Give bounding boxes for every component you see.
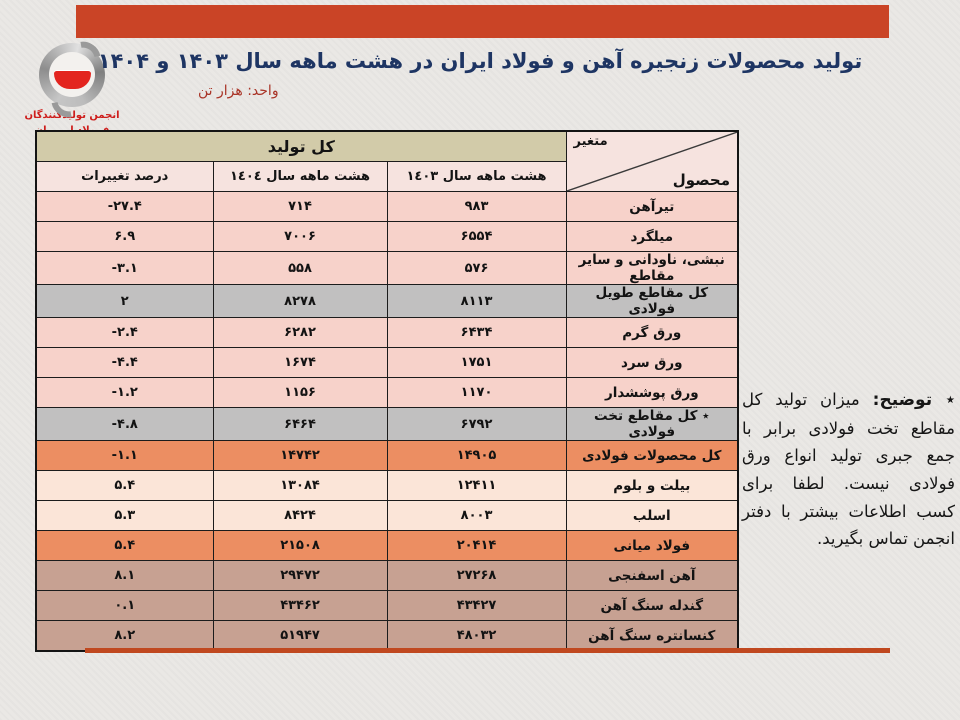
production-table (35, 130, 739, 652)
value-1404-cell: ۸۲۷۸ (213, 285, 387, 318)
value-1404-cell: ۶۲۸۲ (213, 318, 387, 348)
pct-change-cell: ۸.۱ (36, 561, 213, 591)
product-cell: تیرآهن (566, 192, 738, 222)
pct-change-cell: -۲.۴ (36, 318, 213, 348)
table-row (36, 318, 738, 348)
product-cell: کنسانتره سنگ آهن (566, 621, 738, 652)
table-header-row-1 (36, 131, 738, 162)
table-row (36, 192, 738, 222)
pct-change-cell: ۸.۲ (36, 621, 213, 652)
table-row (36, 441, 738, 471)
value-1403-cell: ۸۰۰۳ (387, 501, 566, 531)
product-cell: ورق پوششدار (566, 378, 738, 408)
product-cell: بیلت و بلوم (566, 471, 738, 501)
top-red-bar (76, 5, 889, 38)
corner-cell (566, 131, 738, 192)
logo-caption-line1: انجمن تولیدکنندگان (24, 110, 120, 121)
table-row (36, 501, 738, 531)
product-cell: کل محصولات فولادی (566, 441, 738, 471)
value-1403-cell: ۶۴۳۴ (387, 318, 566, 348)
value-1404-cell: ۸۴۲۴ (213, 501, 387, 531)
value-1404-cell: ۱۱۵۶ (213, 378, 387, 408)
value-1404-cell: ۴۳۴۶۲ (213, 591, 387, 621)
col-header-pct-change: درصد تغییرات (36, 162, 213, 192)
pct-change-cell: ۰.۱ (36, 591, 213, 621)
footnote-star: ٭ (945, 390, 956, 410)
value-1404-cell: ۱۶۷۴ (213, 348, 387, 378)
corner-product-label: محصول (672, 171, 731, 189)
table-row (36, 222, 738, 252)
value-1403-cell: ۱۴۹۰۵ (387, 441, 566, 471)
value-1403-cell: ۶۷۹۲ (387, 408, 566, 441)
pct-change-cell: ۵.۴ (36, 471, 213, 501)
product-cell: آهن اسفنجی (566, 561, 738, 591)
pct-change-cell: -۱.۲ (36, 378, 213, 408)
value-1403-cell: ۲۷۲۶۸ (387, 561, 566, 591)
pct-change-cell: -۴.۴ (36, 348, 213, 378)
value-1404-cell: ۵۱۹۴۷ (213, 621, 387, 652)
table-row (36, 531, 738, 561)
pct-change-cell: -۳.۱ (36, 252, 213, 285)
value-1404-cell: ۷۰۰۶ (213, 222, 387, 252)
unit-label: واحد: هزار تن (198, 83, 279, 99)
value-1404-cell: ۱۴۷۴۲ (213, 441, 387, 471)
table-row (36, 252, 738, 285)
product-cell: ورق گرم (566, 318, 738, 348)
table-row (36, 591, 738, 621)
product-cell: فولاد میانی (566, 531, 738, 561)
value-1403-cell: ۴۸۰۳۲ (387, 621, 566, 652)
pct-change-cell: ۲ (36, 285, 213, 318)
product-cell: نبشی، ناودانی و سایر مقاطع (566, 252, 738, 285)
value-1403-cell: ۲۰۴۱۴ (387, 531, 566, 561)
pct-change-cell: -۴.۸ (36, 408, 213, 441)
group-header-cell: کل تولید (36, 131, 566, 162)
table-row (36, 561, 738, 591)
pct-change-cell: -۲۷.۴ (36, 192, 213, 222)
col-header-1404: هشت ماهه سال ١٤٠٤ (213, 162, 387, 192)
bottom-red-divider (85, 648, 890, 653)
product-cell: ٭ کل مقاطع تخت فولادی (566, 408, 738, 441)
value-1404-cell: ۱۳۰۸۴ (213, 471, 387, 501)
table-row (36, 285, 738, 318)
footnote-body: میزان تولید کل مقاطع تخت فولادی برابر با جمع جبری تولید انواع ورق فولادی نیست. لطفا برای کسب اطلاعات بیشتر با دفتر انجمن تماس بگیرید. (742, 390, 955, 549)
value-1403-cell: ۱۱۷۰ (387, 378, 566, 408)
value-1403-cell: ۶۵۵۴ (387, 222, 566, 252)
product-cell: گندله سنگ آهن (566, 591, 738, 621)
value-1403-cell: ۵۷۶ (387, 252, 566, 285)
value-1403-cell: ۸۱۱۳ (387, 285, 566, 318)
table-row (36, 621, 738, 652)
value-1404-cell: ۶۴۶۴ (213, 408, 387, 441)
page-title: تولید محصولات زنجیره آهن و فولاد ایران در هشت ماهه سال ۱۴۰۳ و ۱۴۰۴ (97, 49, 863, 73)
table-row (36, 348, 738, 378)
value-1403-cell: ۱۲۴۱۱ (387, 471, 566, 501)
value-1404-cell: ۲۱۵۰۸ (213, 531, 387, 561)
product-cell: میلگرد (566, 222, 738, 252)
pct-change-cell: -۱.۱ (36, 441, 213, 471)
pct-change-cell: ۵.۴ (36, 531, 213, 561)
product-cell: ورق سرد (566, 348, 738, 378)
table-row (36, 408, 738, 441)
pct-change-cell: ۵.۳ (36, 501, 213, 531)
table-row (36, 471, 738, 501)
value-1403-cell: ۴۳۴۲۷ (387, 591, 566, 621)
value-1404-cell: ۲۹۴۷۲ (213, 561, 387, 591)
value-1403-cell: ۱۷۵۱ (387, 348, 566, 378)
col-header-1403: هشت ماهه سال ١٤٠٣ (387, 162, 566, 192)
product-cell: کل مقاطع طویل فولادی (566, 285, 738, 318)
value-1404-cell: ۷۱۴ (213, 192, 387, 222)
value-1404-cell: ۵۵۸ (213, 252, 387, 285)
value-1403-cell: ۹۸۳ (387, 192, 566, 222)
product-cell: اسلب (566, 501, 738, 531)
footnote (742, 386, 955, 553)
corner-variable-label: متغیر (573, 134, 608, 149)
pct-change-cell: ۶.۹ (36, 222, 213, 252)
table-row (36, 378, 738, 408)
footnote-label: توضیح: (872, 390, 933, 410)
